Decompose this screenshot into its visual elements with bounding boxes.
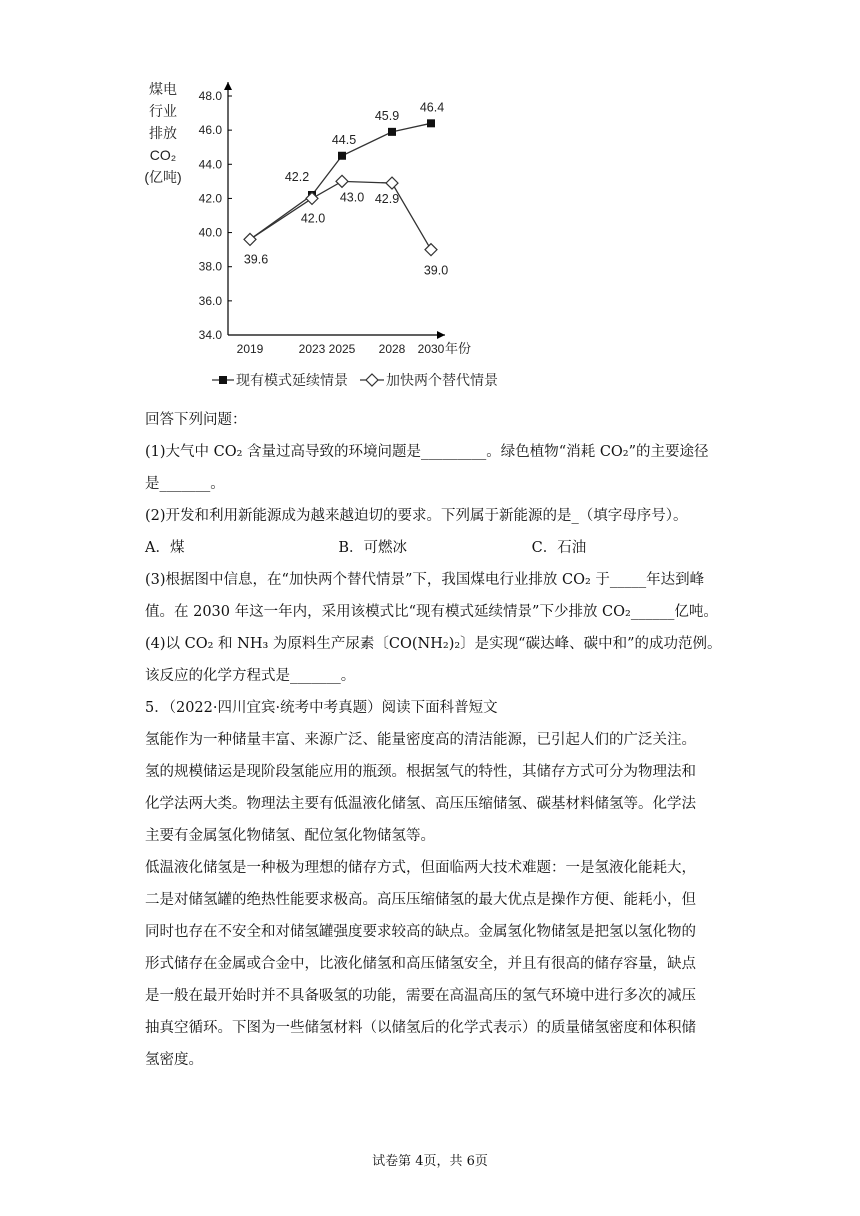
x-axis-title: 年份 — [445, 341, 472, 356]
passage-p1-line-1: 氢能作为一种储量丰富、来源广泛、能量密度高的清洁能源，已引起人们的广泛关注。 — [145, 732, 696, 748]
question-4-line-2: 该反应的化学方程式是_______。 — [145, 668, 356, 684]
y-axis-title-line: 行业 — [149, 103, 177, 119]
y-tick-label: 48.0 — [198, 89, 222, 103]
option-b: B．可燃冰 — [338, 540, 407, 556]
x-tick-label: 2025 — [328, 342, 356, 356]
legend-square-icon — [219, 376, 227, 384]
y-axis-arrow-icon — [224, 82, 232, 90]
hollow-diamond-marker — [306, 192, 318, 204]
problem-5-heading: 5．（2022·四川宜宾·统考中考真题）阅读下面科普短文 — [145, 700, 498, 716]
y-axis-title-line: CO₂ — [149, 147, 177, 163]
filled-square-marker — [388, 128, 396, 136]
data-label: 39.0 — [423, 263, 449, 278]
passage-p1-line-3: 化学法两大类。物理法主要有低温液化储氢、高压压缩储氢、碳基材料储氢等。化学法 — [145, 796, 696, 812]
question-1-line-2: 是_______。 — [145, 476, 225, 492]
passage-p1-line-2: 氢的规模储运是现阶段氢能应用的瓶颈。根据氢气的特性，其储存方式可分为物理法和 — [145, 764, 696, 780]
chart-legend — [212, 372, 498, 388]
data-label: 43.0 — [339, 190, 365, 205]
y-tick-label: 38.0 — [198, 259, 222, 274]
questions-section — [145, 404, 725, 1076]
passage-p2-line-7: 氢密度。 — [145, 1052, 203, 1068]
passage-p2-line-5: 是一般在最开始时并不具备吸氢的功能，需要在高温高压的氢气环境中进行多次的减压 — [145, 988, 696, 1004]
y-tick-label: 34.0 — [198, 328, 222, 342]
question-4-line-1: (4)以 CO₂ 和 NH₃ 为原料生产尿素〔CO(NH₂)₂〕是实现“碳达峰、碳中和”的成功范例。 — [145, 636, 722, 652]
data-label: 42.0 — [300, 211, 326, 226]
question-1-line-1: (1)大气中 CO₂ 含量过高导致的环境问题是_________。绿色植物“消耗 CO₂”的主要途径 — [145, 444, 709, 460]
y-tick-label: 44.0 — [198, 157, 222, 172]
y-axis-title-line: 排放 — [149, 125, 177, 141]
question-3-line-1: (3)根据图中信息，在“加快两个替代情景”下，我国煤电行业排放 CO₂ 于_____年达到峰 — [145, 572, 705, 588]
x-axis-arrow-icon — [437, 331, 445, 339]
option-c: C．石油 — [531, 540, 587, 556]
y-tick-label: 46.0 — [198, 123, 222, 138]
data-label: 45.9 — [374, 108, 400, 123]
passage-p1-line-4: 主要有金属氢化物储氢、配位氢化物储氢等。 — [145, 828, 435, 844]
passage-p2-line-4: 形式储存在金属或合金中，比液化储氢和高压储氢安全，并且有很高的储存容量，缺点 — [145, 956, 696, 972]
y-axis-title-line: 煤电 — [149, 81, 177, 97]
data-label: 42.9 — [374, 192, 400, 207]
question-2: (2)开发和利用新能源成为越来越迫切的要求。下列属于新能源的是_（填字母序号）。 — [145, 508, 688, 524]
y-axis-title-line: (亿吨) — [144, 169, 182, 185]
y-tick-label: 36.0 — [198, 293, 222, 308]
question-2-options — [145, 532, 725, 564]
filled-square-marker — [338, 152, 346, 160]
option-a: A．煤 — [145, 540, 185, 556]
hollow-diamond-marker — [336, 175, 348, 187]
legend-label-2: 加快两个替代情景 — [386, 372, 498, 388]
filled-square-marker — [427, 119, 435, 127]
co2-emission-chart — [140, 70, 540, 400]
passage-p2-line-3: 同时也存在不安全和对储氢罐强度要求较高的缺点。金属氢化物储氢是把氢以氢化物的 — [145, 924, 696, 940]
x-tick-label: 2030 — [417, 342, 445, 356]
x-tick-label: 2028 — [378, 342, 406, 356]
y-axis-title — [144, 81, 181, 185]
y-tick-label: 40.0 — [198, 225, 222, 240]
legend-label-1: 现有模式延续情景 — [236, 372, 348, 388]
x-tick-label: 2023 — [298, 342, 326, 356]
hollow-diamond-marker — [425, 244, 437, 256]
data-label: 42.2 — [284, 170, 310, 185]
question-3-line-2: 值。在 2030 年这一年内，采用该模式比“现有模式延续情景”下少排放 CO₂______亿吨。 — [145, 604, 718, 620]
hollow-diamond-marker — [244, 233, 256, 245]
page-footer: 试卷第 4页，共 6页 — [372, 1154, 488, 1169]
data-label: 46.4 — [419, 100, 445, 115]
passage-p2-line-1: 低温液化储氢是一种极为理想的储存方式，但面临两大技术难题：一是氢液化能耗大， — [145, 860, 696, 876]
passage-p2-line-2: 二是对储氢罐的绝热性能要求极高。高压压缩储氢的最大优点是操作方便、能耗小，但 — [145, 892, 696, 908]
hollow-diamond-marker — [386, 177, 398, 189]
legend-diamond-icon — [366, 374, 378, 386]
questions-intro: 回答下列问题： — [145, 412, 247, 428]
x-tick-label: 2019 — [236, 342, 264, 356]
y-tick-label: 42.0 — [198, 191, 222, 206]
passage-p2-line-6: 抽真空循环。下图为一些储氢材料（以储氢后的化学式表示）的质量储氢密度和体积储 — [145, 1020, 696, 1036]
data-label: 44.5 — [331, 132, 357, 147]
data-label: 39.6 — [243, 252, 269, 267]
